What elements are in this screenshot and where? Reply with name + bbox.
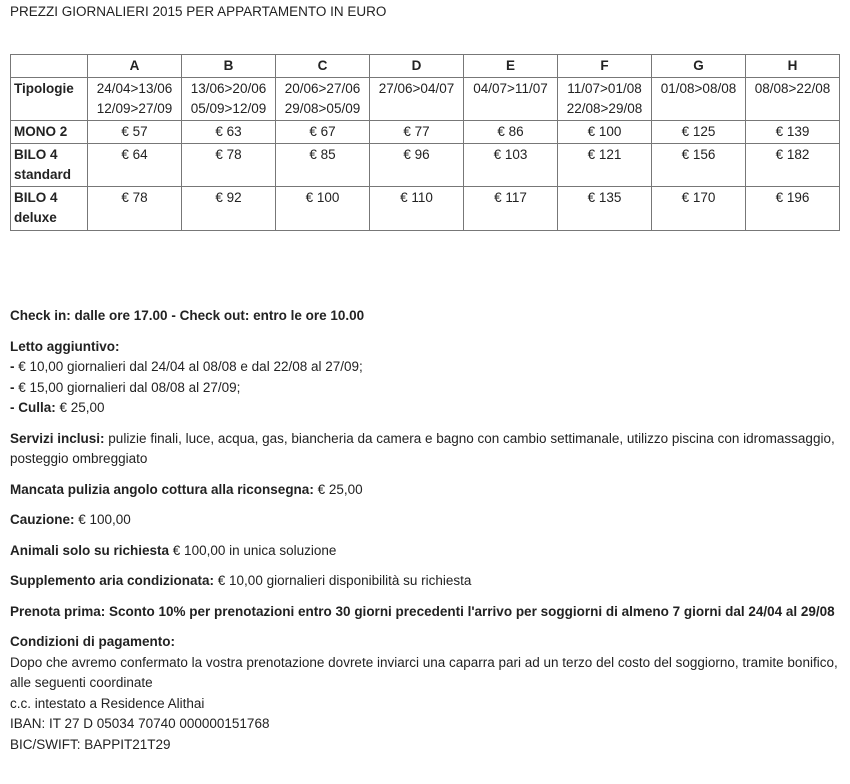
price-cell: € 100 (276, 187, 370, 231)
table-row-bilo4-deluxe (11, 187, 840, 231)
price-cell: € 63 (182, 121, 276, 144)
period-cell (182, 78, 276, 121)
period-text: 11/07>01/08 (567, 81, 642, 96)
period-cell (276, 78, 370, 121)
letto-item-text: € 15,00 giornalieri dal 08/08 al 27/09; (18, 379, 241, 395)
column-header: G (652, 55, 746, 78)
bic-text: BIC/SWIFT: BAPPIT21T29 (10, 736, 171, 752)
period-text: 27/06>04/07 (378, 81, 455, 96)
iban-text: IBAN: IT 27 D 05034 70740 000000151768 (10, 716, 270, 731)
intestato-text: c.c. intestato a Residence Alithai (10, 695, 205, 711)
servizi-label: Servizi inclusi: (10, 430, 105, 446)
column-header: C (276, 55, 370, 78)
column-header: E (464, 55, 558, 78)
price-cell: € 170 (652, 187, 746, 231)
mancata-paragraph (10, 480, 840, 501)
mancata-value: € 25,00 (313, 481, 363, 497)
row-label-text: MONO 2 (14, 124, 68, 139)
pagamento-paragraph (10, 632, 840, 755)
price-cell: € 103 (464, 144, 558, 187)
price-cell: € 100 (558, 121, 652, 144)
price-cell: € 92 (182, 187, 276, 231)
letto-dash: - (10, 359, 19, 374)
row-label (11, 144, 88, 187)
column-header: A (88, 55, 182, 78)
price-cell: € 77 (370, 121, 464, 144)
period-cell (746, 78, 840, 121)
supplemento-label: Supplemento aria condizionata: (10, 573, 215, 588)
prenota-text: Prenota prima: Sconto 10% per prenotazioni entro 30 giorni precedenti l'arrivo per soggiorni di almeno 7 giorni dal 24/04 al 29/08 (10, 603, 835, 619)
supplemento-paragraph (10, 571, 840, 592)
culla-value: € 25,00 (55, 400, 105, 415)
price-cell: € 67 (276, 121, 370, 144)
culla-label: - Culla: (10, 400, 56, 415)
period-text: 13/06>20/06 (190, 81, 267, 96)
cauzione-label: Cauzione: (10, 512, 75, 527)
price-cell: € 57 (88, 121, 182, 144)
column-header: H (746, 55, 840, 78)
checkin-paragraph (10, 306, 840, 327)
table-header-row (11, 55, 840, 78)
table-row-tipologie (11, 78, 840, 121)
price-cell: € 117 (464, 187, 558, 231)
animali-label: Animali solo su richiesta (10, 542, 170, 558)
table-row-mono2 (11, 121, 840, 144)
letto-dash: - (10, 379, 19, 395)
supplemento-value: € 10,00 giornalieri disponibilità su richiesta (214, 573, 472, 588)
letto-item (10, 378, 840, 399)
price-cell: € 85 (276, 144, 370, 187)
animali-paragraph (10, 541, 840, 562)
period-text: 12/09>27/09 (96, 101, 173, 116)
row-label-text: standard (14, 167, 72, 182)
mancata-label: Mancata pulizia angolo cottura alla riconsegna: (10, 481, 314, 497)
row-label (11, 121, 88, 144)
period-cell (464, 78, 558, 121)
row-label-text: deluxe (14, 210, 57, 225)
animali-value: € 100,00 in unica soluzione (169, 542, 337, 558)
price-cell: € 139 (746, 121, 840, 144)
period-text: 22/08>29/08 (566, 101, 643, 116)
period-text: 05/09>12/09 (190, 101, 267, 116)
period-text: 29/08>05/09 (284, 101, 361, 116)
period-text: 08/08>22/08 (754, 81, 831, 96)
letto-title: Letto aggiuntivo: (10, 338, 120, 354)
price-cell: € 96 (370, 144, 464, 187)
pagamento-text: Dopo che avremo confermato la vostra prenotazione dovrete inviarci una caparra pari ad un terzo del costo del soggiorno, tramite bonifico, alle seguenti coordinate (10, 654, 838, 690)
column-header: D (370, 55, 464, 78)
row-label: Tipologie (11, 78, 88, 121)
period-text: 04/07>11/07 (473, 81, 548, 96)
pagamento-title: Condizioni di pagamento: (10, 634, 175, 649)
price-cell: € 125 (652, 121, 746, 144)
letto-paragraph (10, 337, 840, 419)
price-cell: € 156 (652, 144, 746, 187)
price-cell: € 64 (88, 144, 182, 187)
price-cell: € 110 (370, 187, 464, 231)
price-table (10, 54, 840, 231)
price-cell: € 135 (558, 187, 652, 231)
period-cell (88, 78, 182, 121)
culla-line (10, 398, 840, 419)
price-cell: € 121 (558, 144, 652, 187)
period-cell (558, 78, 652, 121)
letto-item (10, 357, 840, 378)
price-cell: € 182 (746, 144, 840, 187)
column-header: B (182, 55, 276, 78)
cauzione-paragraph (10, 510, 840, 531)
header-corner-cell (11, 55, 88, 78)
price-cell: € 86 (464, 121, 558, 144)
prenota-paragraph (10, 602, 840, 623)
period-text: 01/08>08/08 (660, 81, 737, 96)
servizi-value: pulizie finali, luce, acqua, gas, biancheria da camera e bagno con cambio settimanale, utilizzo piscina con idromassaggio, posteggio ombreggiato (10, 430, 835, 466)
table-row-bilo4-standard (11, 144, 840, 187)
price-cell: € 196 (746, 187, 840, 231)
row-label-text: BILO 4 (14, 190, 58, 205)
row-label (11, 187, 88, 231)
checkin-text: Check in: dalle ore 17.00 - Check out: entro le ore 10.00 (10, 308, 365, 323)
cauzione-value: € 100,00 (74, 512, 131, 527)
info-section (10, 306, 840, 765)
price-cell: € 78 (182, 144, 276, 187)
column-header: F (558, 55, 652, 78)
price-cell: € 78 (88, 187, 182, 231)
servizi-paragraph (10, 429, 840, 470)
letto-item-text: € 10,00 giornalieri dal 24/04 al 08/08 e dal 22/08 al 27/09; (18, 359, 363, 374)
period-cell (370, 78, 464, 121)
period-text: 20/06>27/06 (284, 81, 361, 96)
period-text: 24/04>13/06 (96, 81, 173, 96)
row-label-text: BILO 4 (14, 147, 58, 162)
period-cell (652, 78, 746, 121)
page-title: PREZZI GIORNALIERI 2015 PER APPARTAMENTO IN EURO (10, 4, 387, 19)
